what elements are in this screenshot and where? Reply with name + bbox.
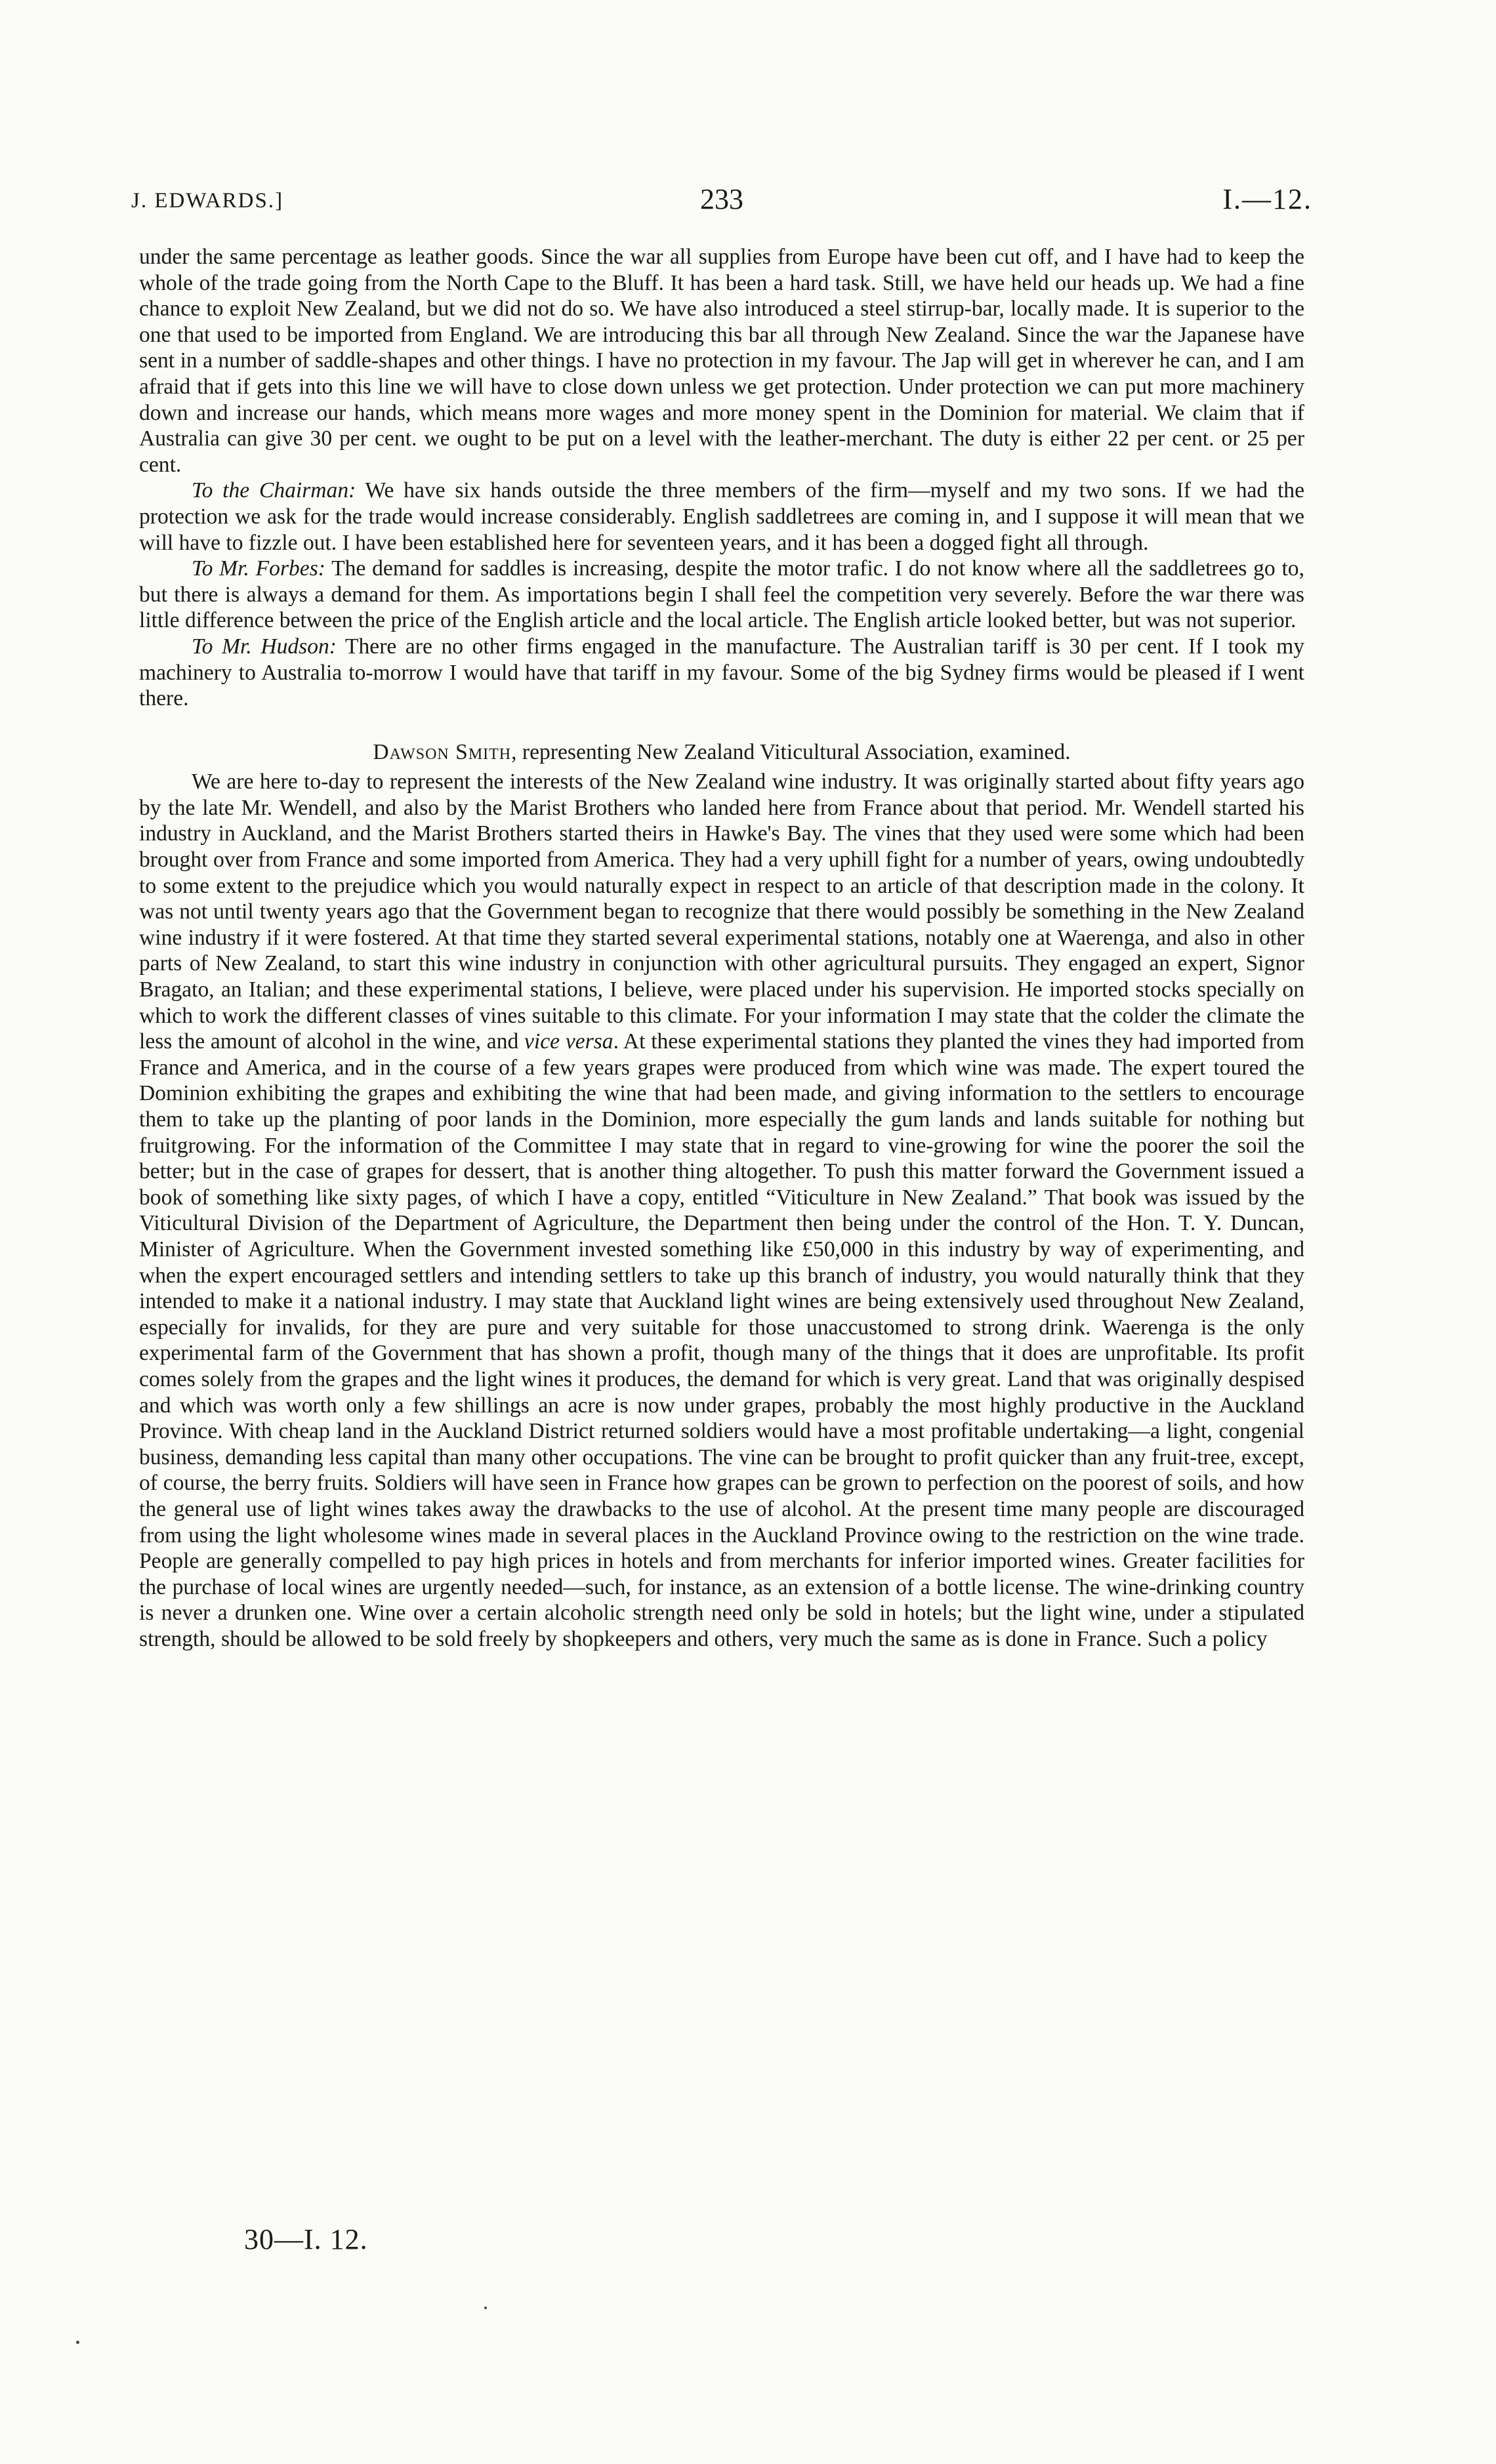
scan-speck xyxy=(484,2307,487,2309)
paragraph-forbes: To Mr. Forbes: The demand for saddles is increasing, despite the motor trafic. I do not know where all the saddletrees go to, but there is always a demand for them. As importations begin I shall feel the competition very severely. Before the war there was little difference between the price of the English article and the local article. The English article looked better, but was not superior. xyxy=(139,556,1304,633)
speaker-label: To Mr. Hudson: xyxy=(192,634,337,659)
witness-heading: Dawson Smith, representing New Zealand Viticultural Association, examined. xyxy=(373,739,1071,764)
paragraph-hudson: To Mr. Hudson: There are no other firms engaged in the manufacture. The Australian tariff is 30 per cent. If I took my machinery to Australia to-morrow I would have that tariff in my favour. Some of the big Sydney firms would be pleased if I went there. xyxy=(139,634,1304,711)
page-number: 233 xyxy=(700,183,743,215)
scan-speck xyxy=(76,2341,79,2344)
witness-name: Dawson Smith xyxy=(373,739,512,764)
paragraph-chairman: To the Chairman: We have six hands outside the three members of the firm—myself and my two sons. If we had the protection we ask for the trade would increase considerably. English saddletrees are coming in, and I suppose it will mean that we will have to fizzle out. I have been established here for seventeen years, and it has been a dogged fight all through. xyxy=(139,478,1304,555)
header-witness-name: J. EDWARDS.] xyxy=(131,189,284,213)
paragraph-continuation: under the same percentage as leather goods. Since the war all supplies from Europe have been cut off, and I have had to keep the whole of the trade going from the North Cape to the Bluff. It has been a hard task. Still, we have held our heads up. We had a fine chance to exploit New Zealand, but we did not do so. We have also introduced a steel stirrup-bar, locally made. It is superior to the one that used to be imported from England. We are introducing this bar all through New Zealand. Since the war the Japanese have sent in a number of saddle-shapes and other things. I have no protection in my favour. The Jap will get in wherever he can, and I am afraid that if gets into this line we will have to close down unless we get protection. Under protection we can put more machinery down and increase our hands, which means more wages and more money spent in the Dominion for material. We claim that if Australia can give 30 per cent. we ought to be put on a level with the leather-merchant. The duty is either 22 per cent. or 25 per cent. xyxy=(139,245,1304,477)
speaker-label: To Mr. Forbes: xyxy=(192,556,325,581)
document-reference: I.—12. xyxy=(1222,183,1312,215)
page-header xyxy=(131,182,1312,222)
printer-signature: 30—I. 12. xyxy=(244,2223,368,2255)
document-body xyxy=(139,244,1304,1652)
speaker-label: To the Chairman: xyxy=(192,478,356,503)
paragraph-testimony: We are here to-day to represent the interests of the New Zealand wine industry. It was originally started about fifty years ago by the late Mr. Wendell, and also by the Marist Brothers who landed here from France about that period. Mr. Wendell started his industry in Auckland, and the Marist Brothers started theirs in Hawke's Bay. The vines that they used were some which had been brought over from France and some imported from America. They had a very uphill fight for a number of years, owing undoubtedly to some extent to the prejudice which you would naturally expect in respect to an article of that description made in the colony. It was not until twenty years ago that the Government began to recognize that there would possibly be something in the New Zealand wine industry if it were fostered. At that time they started several experimental stations, notably one at Waerenga, and also in other parts of New Zealand, to start this wine industry in conjunction with other agricultural pursuits. They engaged an expert, Signor Bragato, an Italian; and these experimental stations, I believe, were placed under his supervision. He imported stocks specially on which to work the different classes of vines suitable to this climate. For your information I may state that the colder the climate the less the amount of alcohol in the wine, and vice versa. At these experimental stations they planted the vines they had imported from France and America, and in the course of a few years grapes were produced from which wine was made. The expert toured the Dominion exhibiting the grapes and exhibiting the wine that had been made, and giving information to the settlers to encourage them to take up the planting of poor lands in the Dominion, more especially the gum lands and lands suitable for nothing but fruitgrowing. For the information of the Committee I may state that in regard to vine-growing for wine the poorer the soil the better; but in the case of grapes for dessert, that is another thing altogether. To push this matter forward the Government issued a book of something like sixty pages, of which I have a copy, entitled “Viticulture in New Zealand.” That book was issued by the Viticultural Division of the Department of Agriculture, the Department then being under the control of the Hon. T. Y. Duncan, Minister of Agriculture. When the Government invested something like £50,000 in this industry by way of experimenting, and when the expert encouraged settlers and intending settlers to take up this branch of industry, you would naturally think that they intended to make it a national industry. I may state that Auckland light wines are being extensively used throughout New Zealand, especially for invalids, for they are pure and very suitable for those unaccustomed to strong drink. Waerenga is the only experimental farm of the Government that has shown a profit, though many of the things that it does are unprofitable. Its profit comes solely from the grapes and the light wines it produces, the demand for which is very great. Land that was originally despised and which was worth only a few shillings an acre is now under grapes, probably the most highly productive in the Auckland Province. With cheap land in the Auckland District returned soldiers would have a most profitable undertaking—a light, congenial business, demanding less capital than many other occupations. The vine can be brought to profit quicker than any fruit-tree, except, of course, the berry fruits. Soldiers will have seen in France how grapes can be grown to perfection on the poorest of soils, and how the general use of light wines takes away the drawbacks to the use of alcohol. At the present time many people are discouraged from using the light wholesome wines made in several places in the Auckland Province owing to the restriction on the wine trade. People are generally compelled to pay high prices in hotels and from merchants for inferior imported wines. Greater facilities for the purchase of local wines are urgently needed—such, for instance, as an extension of a bottle license. The wine-drinking country is never a drunken one. Wine over a certain alcoholic strength need only be sold in hotels; but the light wine, under a stipulated strength, should be allowed to be sold freely by shopkeepers and others, very much the same as is done in France. Such a policy xyxy=(139,770,1304,1651)
